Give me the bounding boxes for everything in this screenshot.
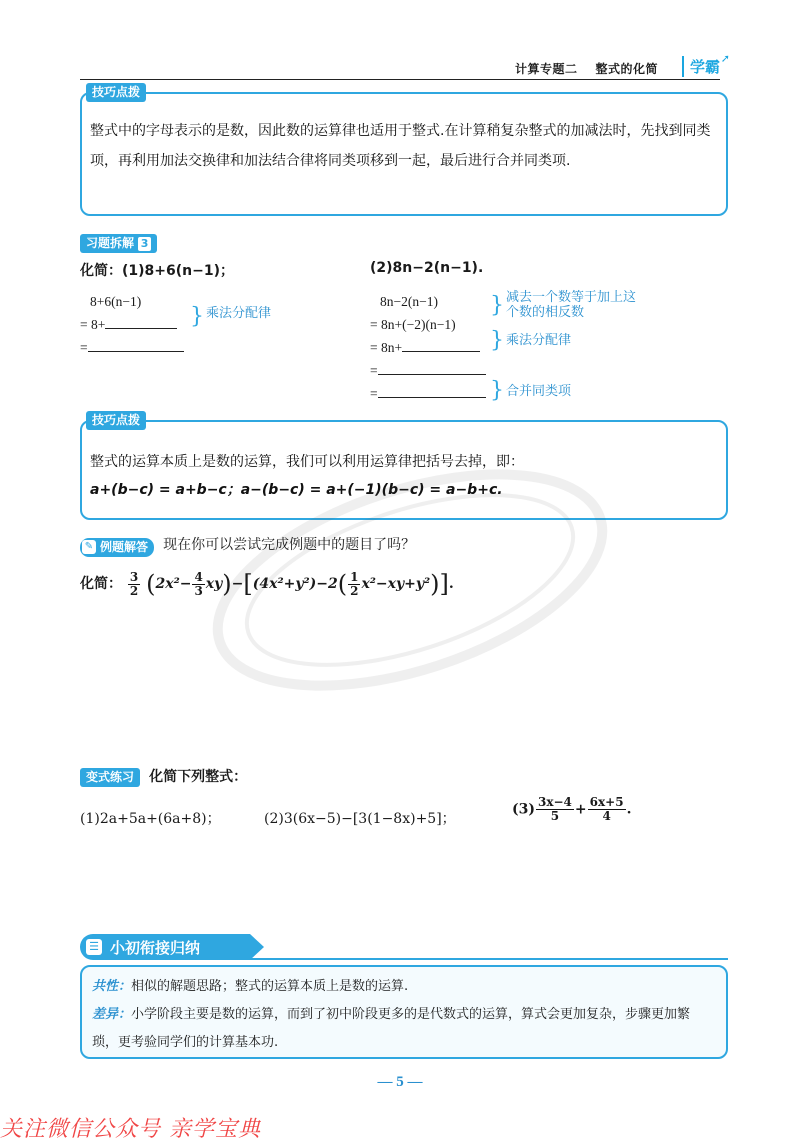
summary-rule: [250, 958, 728, 960]
fraction: $\frac{3x-4}{5}$: [538, 795, 572, 823]
tip-box-1: [80, 85, 728, 216]
practice-title: 化简下列整式：: [149, 769, 248, 785]
summary-header: [80, 934, 728, 962]
expr-part-1: 2x²−: [155, 576, 192, 592]
brace-icon: }: [490, 328, 504, 353]
right-steps: [370, 290, 486, 405]
right-note-1: 乘法分配律: [506, 333, 572, 348]
header-subtopic: 整式的化简: [595, 62, 658, 76]
tip-text: 整式中的字母表示的是数，因此数的运算律也适用于整式.在计算稍复杂整式的加减法时，先找到同类项，再利用加法交换律和加法结合律将同类项移到一起，最后进行合并同类项.: [90, 123, 711, 169]
right-note-2: 合并同类项: [506, 384, 572, 399]
header-title: [515, 60, 658, 77]
answer-blank[interactable]: [378, 384, 486, 398]
exercise-prompt-left: 化简：(1)8+6(n−1)；: [80, 263, 234, 279]
right-step-2: = 8n+: [370, 336, 486, 359]
brace-icon: }: [490, 293, 504, 318]
header-rule: [80, 79, 720, 80]
summary-line-1: [92, 973, 716, 1001]
brace-icon: }: [490, 378, 504, 403]
example-question: 现在你可以尝试完成例题中的题目了吗？: [163, 537, 416, 553]
footer-watermark: 关注微信公众号 亲学宝典: [0, 1117, 261, 1142]
answer-blank[interactable]: [105, 315, 177, 329]
left-step-0: 8+6(n−1): [90, 294, 142, 309]
brand-arrow-icon: ➚: [720, 52, 730, 65]
tip-text: 整式的运算本质上是数的运算，我们可以利用运算律把括号去掉，即：: [90, 454, 524, 470]
example-prefix: 化简：: [80, 576, 122, 592]
expr-part-2: xy: [205, 576, 223, 592]
tip-formula: a+(b−c) = a+b−c；a−(b−c) = a+(−1)(b−c) = a−b+c.: [90, 482, 503, 498]
exercise-tag-wrap: [80, 232, 157, 253]
summary-box: [80, 965, 728, 1059]
example-expression: 化简： $\frac{3}{2}$ (2x²− $\frac{4}{3}$ xy)−[(4x²+y²)−2( $\frac{1}{2}$ x²−xy+y²)].: [80, 569, 454, 598]
fraction: $\frac{6x+5}{4}$: [589, 795, 624, 823]
answer-blank[interactable]: [402, 338, 480, 352]
left-note: 乘法分配律: [206, 306, 272, 321]
summary-bar: [80, 934, 250, 960]
tip-tag: 技巧点拨: [86, 411, 146, 430]
practice-q3: (3) $\frac{3x-4}{5}$ + $\frac{6x+5}{4}$ .: [512, 795, 632, 823]
exercise-tag: 习题拆解 3: [80, 234, 157, 253]
page-number: — 5 —: [377, 1074, 423, 1090]
brace-icon: }: [190, 304, 204, 329]
fraction: $\frac{4}{3}$: [194, 569, 203, 598]
practice-tag: 变式练习: [80, 768, 140, 787]
exercise-tag-num: 3: [138, 237, 151, 251]
summary-title: 小初衔接归纳: [110, 939, 201, 957]
brand-logo: 学霸: [682, 56, 720, 77]
header-topic: 计算专题二: [514, 62, 578, 76]
expr-part-4: x²−xy+y²: [361, 576, 431, 592]
left-step-2: =: [80, 336, 184, 359]
right-note-0: 减去一个数等于加上这个数的相反数: [506, 290, 637, 320]
page-header: [80, 52, 730, 80]
right-step-0: 8n−2(n−1): [380, 294, 438, 309]
right-step-4: =: [370, 382, 486, 405]
practice-header: [80, 766, 247, 787]
left-step-1: = 8+: [80, 313, 184, 336]
example-header: [80, 534, 415, 557]
summary-label-1: 共性：: [92, 979, 132, 994]
fraction: $\frac{1}{2}$: [350, 569, 359, 598]
practice-q1: (1)2a+5a+(6a+8)；: [80, 811, 221, 827]
tip-tag: 技巧点拨: [86, 83, 146, 102]
summary-line-2: [92, 1001, 716, 1057]
fraction: $\frac{3}{2}$: [129, 569, 139, 598]
summary-text-1: 相似的解题思路；整式的运算本质上是数的运算.: [131, 979, 409, 994]
answer-blank[interactable]: [88, 338, 184, 352]
left-steps: [80, 290, 184, 359]
right-step-1: = 8n+(−2)(n−1): [370, 317, 456, 332]
expr-part-3: (4x²+y²)−2: [252, 576, 338, 592]
summary-label-2: 差异：: [92, 1007, 132, 1022]
right-step-3: =: [370, 359, 486, 382]
practice-q2: (2)3(6x−5)−[3(1−8x)+5]；: [264, 811, 456, 827]
exercise-prompt-right: (2)8n−2(n−1).: [370, 260, 484, 276]
pencil-icon: ✎: [82, 540, 96, 554]
list-icon: ☰: [86, 939, 102, 955]
answer-blank[interactable]: [378, 361, 486, 375]
summary-text-2: 小学阶段主要是数的运算，而到了初中阶段更多的是代数式的运算，算式会更加复杂，步骤更加繁琐，更考验同学们的计算基本功.: [92, 1007, 691, 1050]
example-tag: ✎ 例题解答: [80, 538, 154, 557]
